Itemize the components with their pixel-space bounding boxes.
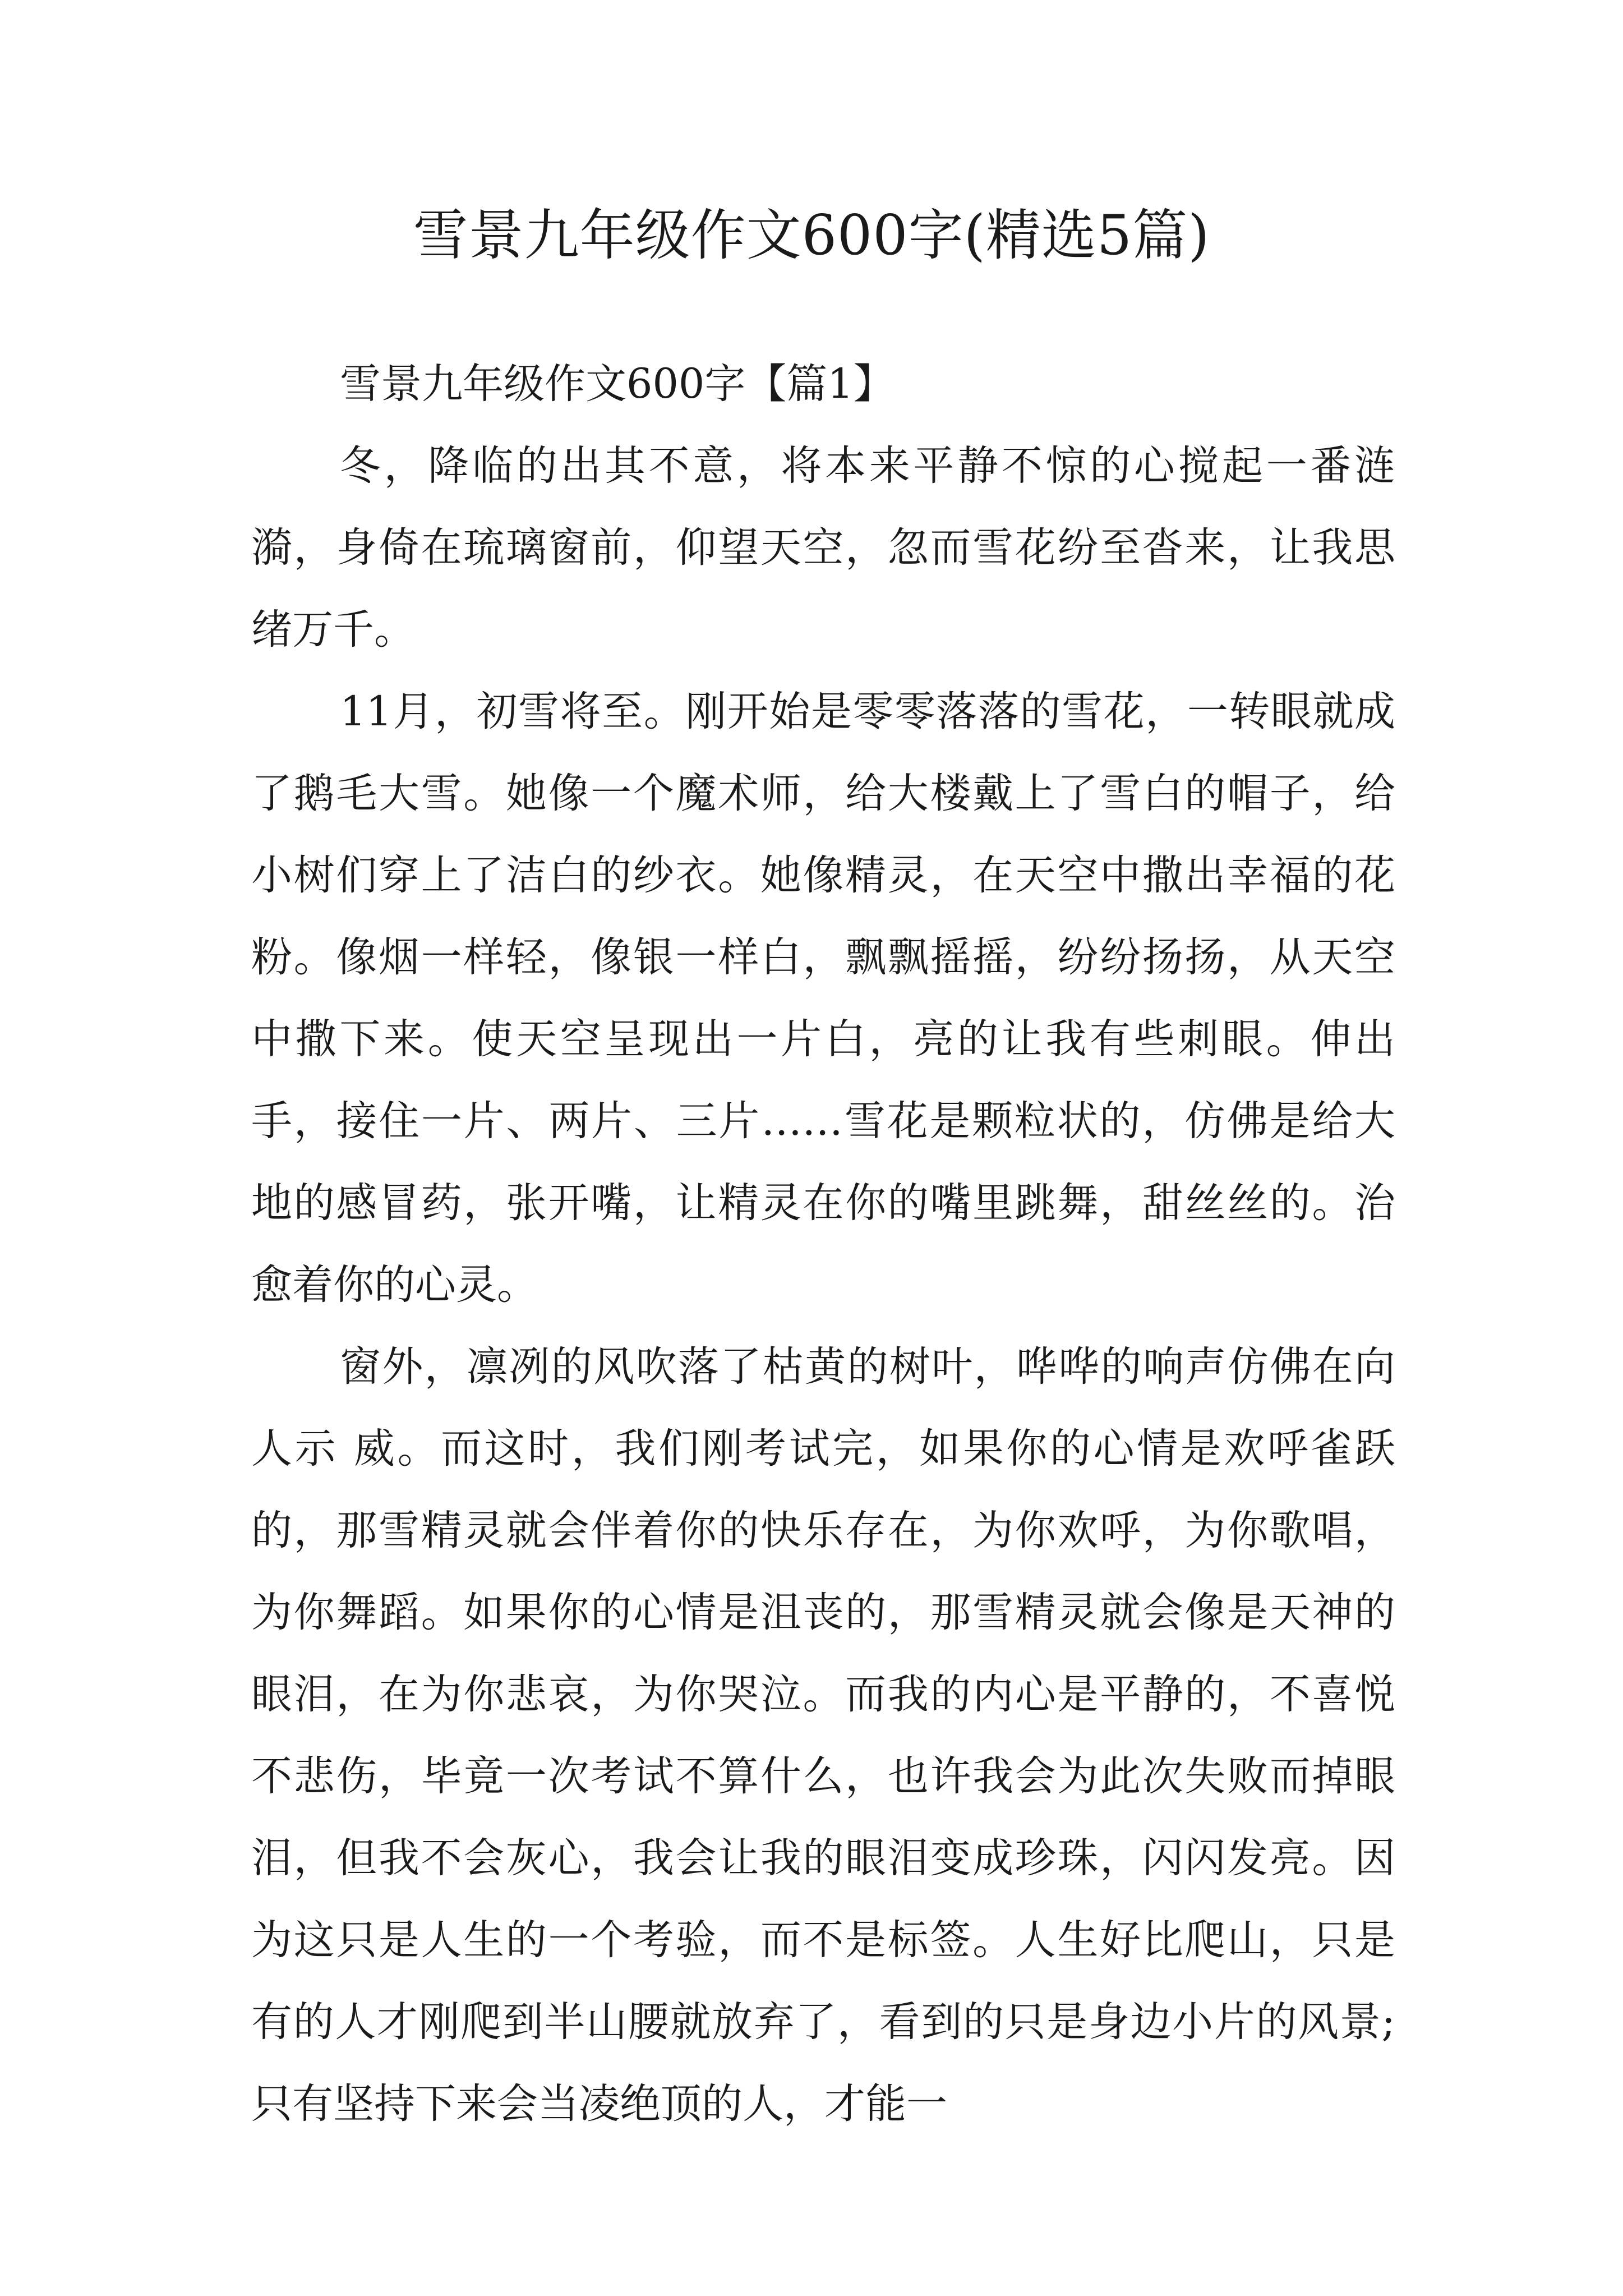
section-heading: 雪景九年级作文600字【篇1】 [340, 360, 895, 408]
paragraph: 冬，降临的出其不意，将本来平静不惊的心搅起一番涟漪，身倚在琉璃窗前，仰望天空，忽而雪花纷至沓来，让我思绪万千。 [251, 442, 1395, 654]
paragraph: 窗外，凛冽的风吹落了枯黄的树叶，哗哗的响声仿佛在向人示 威。而这时，我们刚考试完，如果你的心情是欢呼雀跃的，那雪精灵就会伴着你的快乐存在，为你欢呼，为你歌唱，为你舞蹈。如果你的心情是沮丧的，那雪精灵就会像是天神的眼泪，在为你悲哀，为你哭泣。而我的内心是平静的，不喜悦不悲伤，毕竟一次考试不算什么，也许我会为此次失败而掉眼泪，但我不会灰心，我会让我的眼泪变成珍珠，闪闪发亮。因为这只是人生的一个考验，而不是标签。人生好比爬山，只是有的人才刚爬到半山腰就放弃了，看到的只是身边小片的风景;只有坚持下来会当凌绝顶的人，才能一 [251, 1343, 1395, 2128]
paragraph: 11月，初雪将至。刚开始是零零落落的雪花，一转眼就成了鹅毛大雪。她像一个魔术师，给大楼戴上了雪白的帽子，给小树们穿上了洁白的纱衣。她像精灵，在天空中撒出幸福的花粉。像烟一样轻，像银一样白，飘飘摇摇，纷纷扬扬，从天空中撒下来。使天空呈现出一片白，亮的让我有些刺眼。伸出手，接住一片、两片、三片……雪花是颗粒状的，仿佛是给大地的感冒药，张开嘴，让精灵在你的嘴里跳舞，甜丝丝的。治愈着你的心灵。 [251, 688, 1395, 1309]
document-title: 雪景九年级作文600字(精选5篇) [413, 204, 1210, 268]
document-body [251, 343, 1395, 2145]
